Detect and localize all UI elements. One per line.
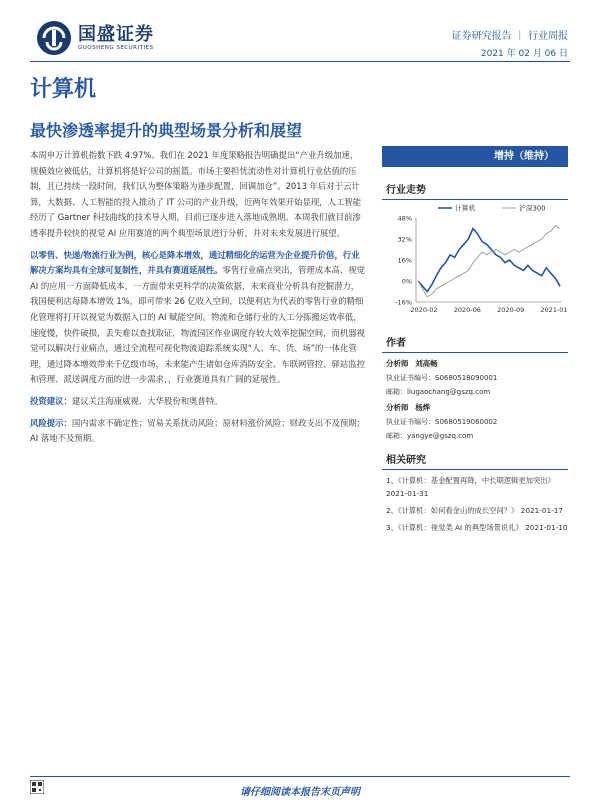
analysis-text: 零售行业痛点突出，管理成本高、视觉 AI 的应用一方面降低成本，一方面带来更科学的决策依据，未来商业分析具有挖掘潜力，我国便利店每降本增效 1%，即可带来 26 亿收入空间，以便利店为代表的零售行业的精细化管理将打开以视觉为数据入口的 AI 赋能空间。物流和仓储行业的人工分拣搬运效率低，速度慢，快件破损，丢失难以查找取证，物流园区作业调度存较大效率挖掘空间，而机器视觉可以解决行业痛点，通过全流程可视化物流追踪系统实现“人、车、货、场”的一体化管理，通过降本增效带来千亿级市场，未来能产生诸如仓库消防安全、车联网管控、驿站监控和管理、派送调度方面的进一步需求，，行业赛道具有广阔的延展性。 [30,265,365,385]
legend-label: 计算机 [455,204,476,213]
logo-emblem-icon [36,20,72,56]
related-item[interactable] [386,504,568,517]
body-paragraph-summary: 本周申万计算机指数下跌 4.97%。我们在 2021 年度策略报告明确提出“产业升级加速，规模效应被低估，计算机将是好公司的摇篮。市场主要担忧流动性对计算机行业估值的压制，且已持续一段时间，我们认为整体策略为逢步配置，回调加仓”。2013 年后对于云计算，大数据、人工智能的投入推动了 IT 公司的产业升级，近两年效果开始显现，人工智能经历了 Gartner 科技曲线的技术导入期，目前已逐步进入落地成熟期。本周我们就目前渗透率提升较快的视觉 AI 应用赛道的两个典型场景进行分析，并对未来发展进行展望。 [30,150,362,238]
related-date: 2021-01-31 [386,489,429,498]
page-title: 计算机 [30,77,97,102]
analyst-card [382,401,568,443]
x-tick-label: 2020-09 [497,306,525,314]
legend-label: 沪深300 [519,204,546,213]
key-highlight: 以零售、快递/物流行业为例，核心是降本增效，通过精细化的运营为企业提升价值，行业解决方案均具有全球可复制性，并具有赛道延展性。 [30,249,360,276]
sidebar [382,146,568,534]
x-tick-label: 2020-02 [410,306,438,314]
logo-name-en: GUOSHENG SECURITIES [78,45,154,51]
related-section-title: 相关研究 [386,455,426,466]
y-tick-label: 0% [401,277,412,286]
footer-divider [30,776,570,777]
analyst-email[interactable]: yangye@gszq.com [407,432,474,440]
related-date: 2021-01-17 [520,506,564,515]
series-line-computer [418,229,560,292]
related-title[interactable]: 3、《计算机：视觉类 AI 的典型场景说礼》 [386,523,523,532]
related-item[interactable] [386,521,568,534]
footer-disclaimer: 请仔细阅读本报告末页声明 [240,787,360,798]
body-paragraph-analysis [30,248,366,388]
company-logo [36,20,154,56]
analyst-role: 分析师 [386,359,409,368]
related-date: 2021-01-10 [525,523,568,532]
industry-trend-chart [382,200,568,320]
y-tick-label: 16% [397,256,412,265]
analyst-name: 杨烨 [415,403,431,412]
analyst-card [382,357,568,399]
analyst-cert: S0680518090001 [435,374,498,382]
risk-warning-text: 国内需求不确定性；贸易关系扰动风险；原材料涨价风险；财政支出不及预期；AI 落地不及预期。 [30,417,365,444]
analyst-divider [382,352,568,353]
cert-label: 执业证书编号： [386,374,435,382]
related-item[interactable] [386,474,568,500]
analyst-email[interactable]: liugaochang@gszq.com [407,388,491,396]
risk-warning [30,416,366,447]
cert-label: 执业证书编号： [386,418,435,426]
analyst-role: 分析师 [386,403,409,412]
analyst-section-title: 作者 [386,338,406,349]
investment-advice-text: 建议关注海康威视、大华股份和奥普特。 [71,395,223,406]
trend-section-title: 行业走势 [386,185,426,196]
rating-badge: 增持（维持） [382,146,568,167]
header-divider [30,61,570,62]
email-label: 邮箱： [386,388,407,396]
y-tick-label: 32% [397,235,412,244]
investment-advice-label: 投资建议： [30,395,72,406]
report-type: 证券研究报告 ｜ 行业周报 [451,31,568,42]
investment-advice [30,394,366,410]
x-tick-label: 2021-01 [540,306,568,314]
report-date: 2021 年 02 月 06 日 [480,49,568,59]
email-label: 邮箱： [386,432,407,440]
y-tick-label: -16% [395,298,412,307]
analyst-cert: S0680519060002 [435,418,498,426]
logo-name: 国盛证券 [78,24,154,45]
report-subtitle: 最快渗透率提升的典型场景分析和展望 [30,121,303,140]
y-tick-label: 48% [397,214,412,223]
related-divider [382,469,568,470]
x-tick-label: 2020-06 [453,306,481,314]
series-line-csi300 [418,226,560,297]
risk-warning-label: 风险提示： [30,417,72,428]
related-list [382,474,568,534]
related-title[interactable]: 1、《计算机：基金配置再降，中长期逻辑更加突出》 [386,476,555,485]
report-body [30,148,366,453]
related-title[interactable]: 2、《计算机：如何看金山的成长空间？》 [386,506,519,515]
analyst-name: 刘高畅 [415,359,438,368]
